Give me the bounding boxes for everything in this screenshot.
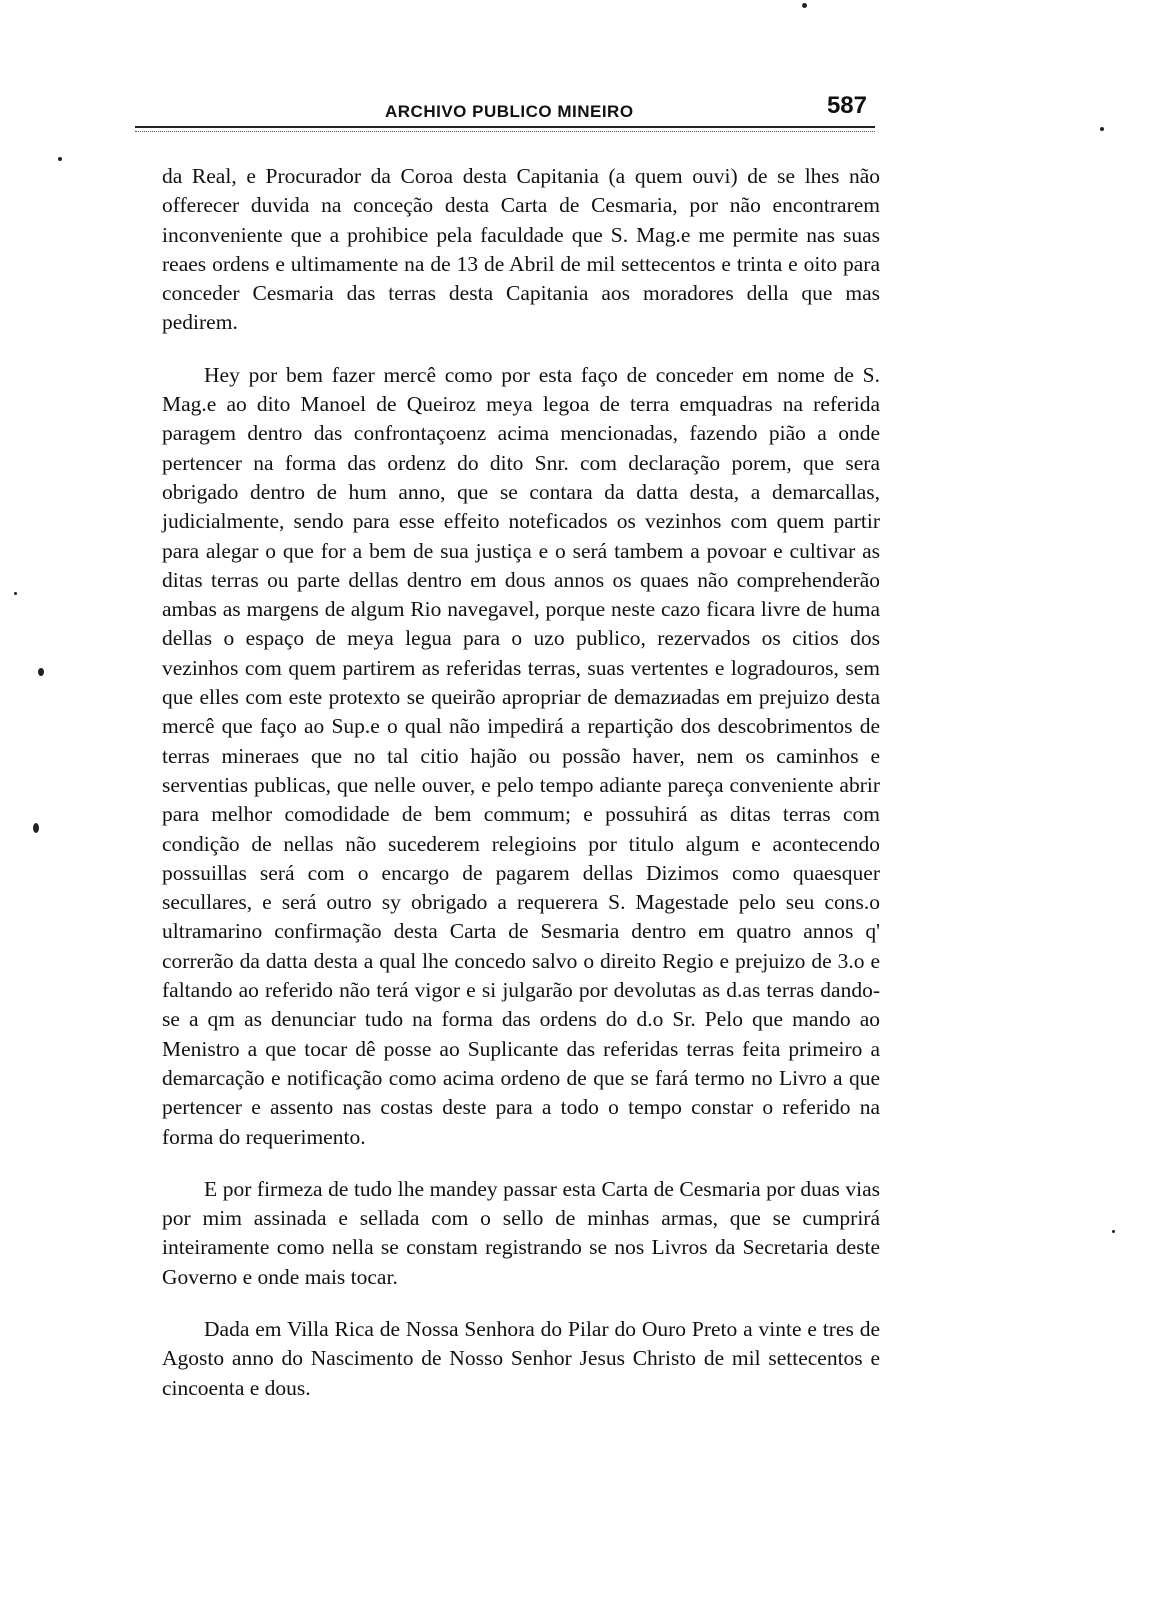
running-title: ARCHIVO PUBLICO MINEIRO [385,102,634,121]
scan-speck [33,823,39,833]
page-number: 587 [826,92,867,119]
running-head [135,88,875,128]
scan-speck [14,592,17,595]
scan-speck [1100,127,1104,131]
scan-speck [1112,1230,1115,1233]
paragraph-firmness: E por firmeza de tudo lhe mandey passar esta Carta de Cesmaria por duas vias por mim assinada e sellada com o sello de minhas armas, que se cumprirá inteiramente como nella se constam registrando se nos Livros da Secretaria deste Governo e onde mais tocar. [162,1176,880,1289]
paragraph-continuation: da Real, e Procurador da Coroa desta Capitania (a quem ouvi) de se lhes não offerecer duvida na conceção desta Carta de Cesmaria, por não encontrarem inconveniente que a prohibice pela faculdade que S. Mag.e me permite nas suas reaes ordens e ultimamente na de 13 de Abril de mil settecentos e trinta e oito para conceder Cesmaria das terras desta Capitania aos moradores della que mas pedirem. [162,164,880,335]
scan-speck [802,3,807,8]
paragraph-grant: Hey por bem fazer mercê como por esta faço de conceder em nome de S. Mag.e ao dito Manoel de Queiroz meya legoa de terra emquadras na referida paragem dentro das confrontaçoenz acima mencionadas, fazendo pião a onde pertencer na forma das ordenz do dito Snr. com declaração porem, que sera obrigado dentro de hum anno, que se contara da datta desta, a demarcallas, judicialmente, sendo para esse effeito noteficados os vezinhos com quem partir para alegar o que for a bem de sua justiça e o será tambem a povoar e cultivar as ditas terras ou parte dellas dentro em dous annos os quaes não comprehenderão ambas as margens de algum Rio navegavel, porque neste cazo ficara livre de huma dellas o espaço de meya legua para o uzo publico, rezervados os citios dos vezinhos com quem partirem as referidas terras, suas vertentes e logradouros, sem que elles com este protexto se queirão apropriar de demazиadas em prejuizo desta mercê que faço ao Sup.e o qual não impedirá a repartição dos descobrimentos de terras mineraes que no tal citio hajão ou possão haver, nem os caminhos e serventias publicas, que nelle ouver, e pelo tempo adiante pareça conveniente abrir para melhor comodidade de bem commum; e possuhirá as ditas terras com condição de nellas não sucederem relegioins por titulo algum e acontecendo possuillas será com o encargo de pagarem dellas Dizimos como quaesquer secullares, e será outro sy obrigado a requerera S. Magestade pelo seu cons.o ultramarino confirmação desta Carta de Sesmaria dentro em quatro annos q' correrão da datta desta a qual lhe concedo salvo o direito Regio e prejuizo de 3.o e faltando ao referido não terá vigor e si julgarão por devolutas as d.as terras dando-se a qm as denunciar tudo na forma das ordens do d.o Sr. Pelo que mando ao Menistro a que tocar dê posse ao Suplicante das referidas terras feita primeiro a demarcação e notificação como acima ordeno de que se fará termo no Livro a que pertencer e assento nas costas deste para a todo o tempo constar o referido na forma do requerimento. [162,362,880,1149]
paragraph-dating: Dada em Villa Rica de Nossa Senhora do Pilar do Ouro Preto a vinte e tres de Agosto anno do Nascimento de Nosso Senhor Jesus Christo de mil settecentos e cincoenta e dous. [162,1316,880,1400]
scan-speck [38,668,44,676]
header-rule [135,126,875,132]
scan-speck [58,157,62,161]
body-text [162,162,880,1403]
